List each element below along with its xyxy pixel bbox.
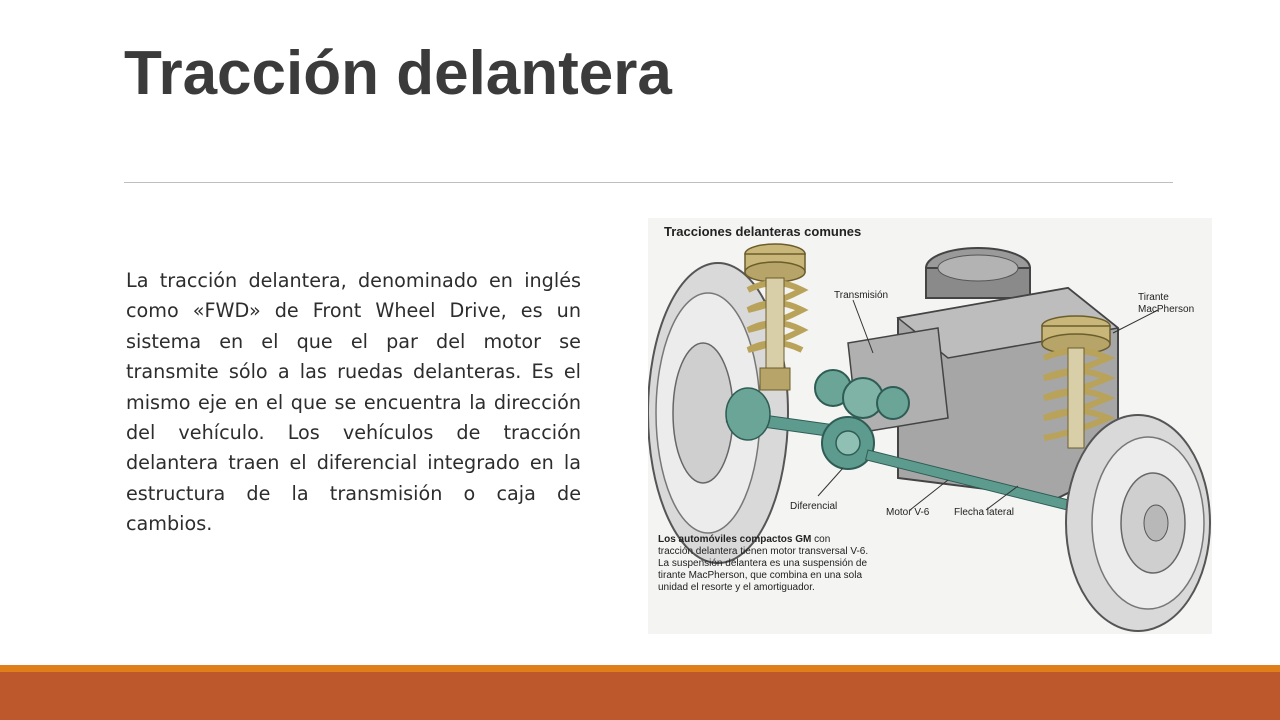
footer-accent-bar-thin xyxy=(0,665,1280,672)
fwd-diagram-svg xyxy=(648,218,1212,634)
title-divider xyxy=(124,182,1173,183)
caption-line1 xyxy=(658,534,830,545)
label-flecha-lateral: Flecha lateral xyxy=(954,507,1015,518)
label-tirante-line2: MacPherson xyxy=(1138,304,1195,315)
label-transmision: Transmisión xyxy=(834,290,889,301)
caption-line5: unidad el resorte y el amortiguador. xyxy=(658,582,815,593)
caption-line2: tracción delantera tienen motor transversal V-6. xyxy=(658,546,869,557)
caption-bold: Los automóviles compactos GM xyxy=(658,534,812,545)
label-diferencial: Diferencial xyxy=(790,501,838,512)
figure-heading: Tracciones delanteras comunes xyxy=(664,224,862,239)
footer-accent-bar xyxy=(0,672,1280,720)
caption-line4: tirante MacPherson, que combina en una sola xyxy=(658,570,863,581)
slide-title: Tracción delantera xyxy=(124,39,672,108)
label-motor: Motor V-6 xyxy=(886,507,930,518)
label-tirante-line1: Tirante xyxy=(1138,292,1169,303)
body-paragraph: La tracción delantera, denominado en inglés como «FWD» de Front Wheel Drive, es un sistema en el que el par del motor se transmite sólo a las ruedas delanteras. Es el mismo eje en el que se encuentra la dirección del vehículo. Los vehículos de tracción delantera traen el diferencial integrado en la estructura de la transmisión o caja de cambios. xyxy=(126,269,581,536)
fwd-diagram-image xyxy=(648,218,1212,634)
caption-line1-rest: con xyxy=(811,534,831,545)
caption-line3: La suspensión delantera es una suspensión de xyxy=(658,558,868,569)
right-wheel xyxy=(1066,415,1210,631)
